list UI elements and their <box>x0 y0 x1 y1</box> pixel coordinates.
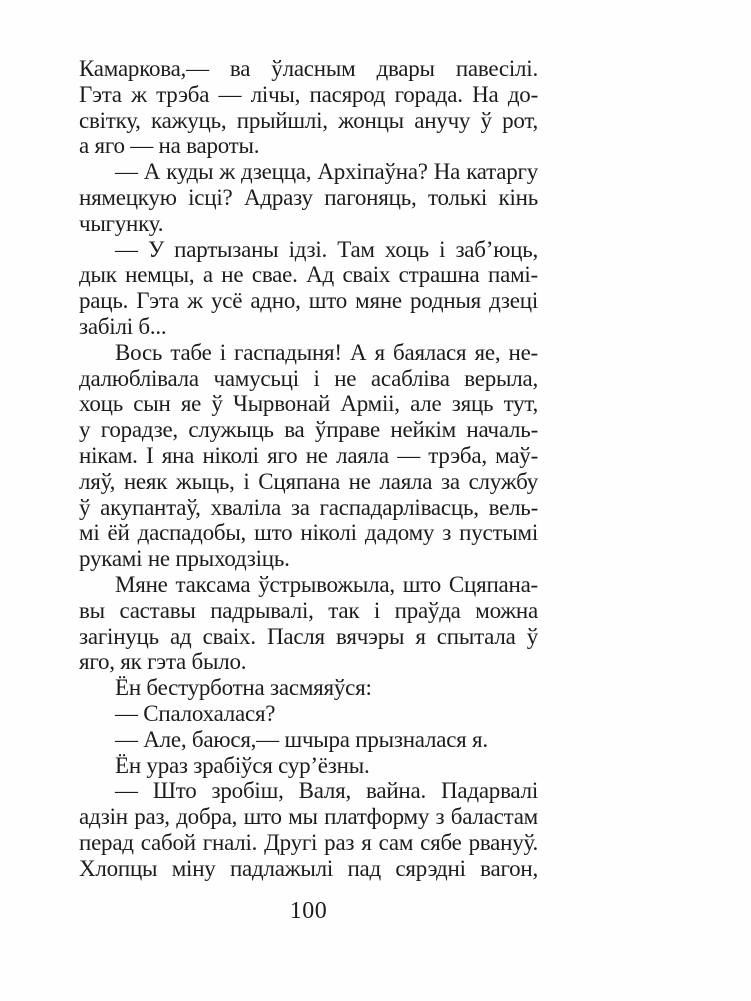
text-line: рукамі не прыходзіць. <box>79 546 290 572</box>
text-line: Гэта ж трэба — лічы, пасярод горада. На до- <box>79 81 538 107</box>
text-line: — Але, баюся,— шчыра прызналася я. <box>115 726 488 752</box>
text-line: — Што зробіш, Валя, вайна. Падарвалі <box>115 778 538 804</box>
text-line: вы саставы падрывалі, так і праўда можна <box>79 597 538 623</box>
text-line: Вось табе і гаспадыня! А я баялася яе, не- <box>115 339 538 365</box>
page-number: 100 <box>289 897 328 924</box>
text-line: забілі б... <box>79 313 167 339</box>
text-line: Хлопцы міну падлажылі пад сярэдні вагон, <box>79 855 538 881</box>
text-line: загінуць ад сваіх. Пасля вячэры я спытала ў <box>79 623 538 649</box>
text-line: нікам. І яна ніколі яго не лаяла — трэба, маў- <box>79 442 538 468</box>
text-line: далюблівала чамусьці і не асабліва верыла, <box>79 365 538 391</box>
text-line: ляў, неяк жыць, і Сцяпана не лаяла за службу <box>79 468 538 494</box>
text-line: дык немцы, а не свае. Ад сваіх страшна памі- <box>79 262 538 288</box>
text-line: ў акупантаў, хваліла за гаспадарлівасць, вель- <box>79 494 538 520</box>
text-line: — Спалохалася? <box>115 700 276 726</box>
text-line: мі ёй даспадобы, што ніколі дадому з пустымі <box>79 520 538 546</box>
text-lines <box>79 56 538 882</box>
text-line: чыгунку. <box>79 210 164 236</box>
text-line: яго, як гэта было. <box>79 649 247 675</box>
text-line: а яго — на вароты. <box>79 133 260 159</box>
text-line: Камаркова,— ва ўласным двары павесілі. <box>79 56 538 81</box>
text-line: нямецкую ісці? Адразу пагоняць, толькі кінь <box>79 184 538 210</box>
text-line: Ён ураз зрабіўся сур’ёзны. <box>115 752 370 778</box>
text-line: адзін раз, добра, што мы платформу з баластам <box>79 804 538 830</box>
text-line: світку, кажуць, прыйшлі, жонцы анучу ў рот, <box>79 107 538 133</box>
text-line: — А куды ж дзецца, Архіпаўна? На катаргу <box>115 159 538 185</box>
text-block <box>79 56 538 924</box>
text-line: Мяне таксама ўстрывожыла, што Сцяпана- <box>115 571 538 597</box>
text-line: — У партызаны ідзі. Там хоць і заб’юць, <box>115 236 538 262</box>
text-line: у горадзе, служыць ва ўправе нейкім началь- <box>79 417 538 443</box>
text-line: перад сабой гналі. Другі раз я сам сябе рвануў. <box>79 829 538 855</box>
text-line: хоць сын яе ў Чырвонай Арміі, але зяць тут, <box>79 391 538 417</box>
text-line: раць. Гэта ж усё адно, што мяне родныя дзеці <box>79 288 538 314</box>
text-line: Ён бестурботна засмяяўся: <box>115 675 372 701</box>
